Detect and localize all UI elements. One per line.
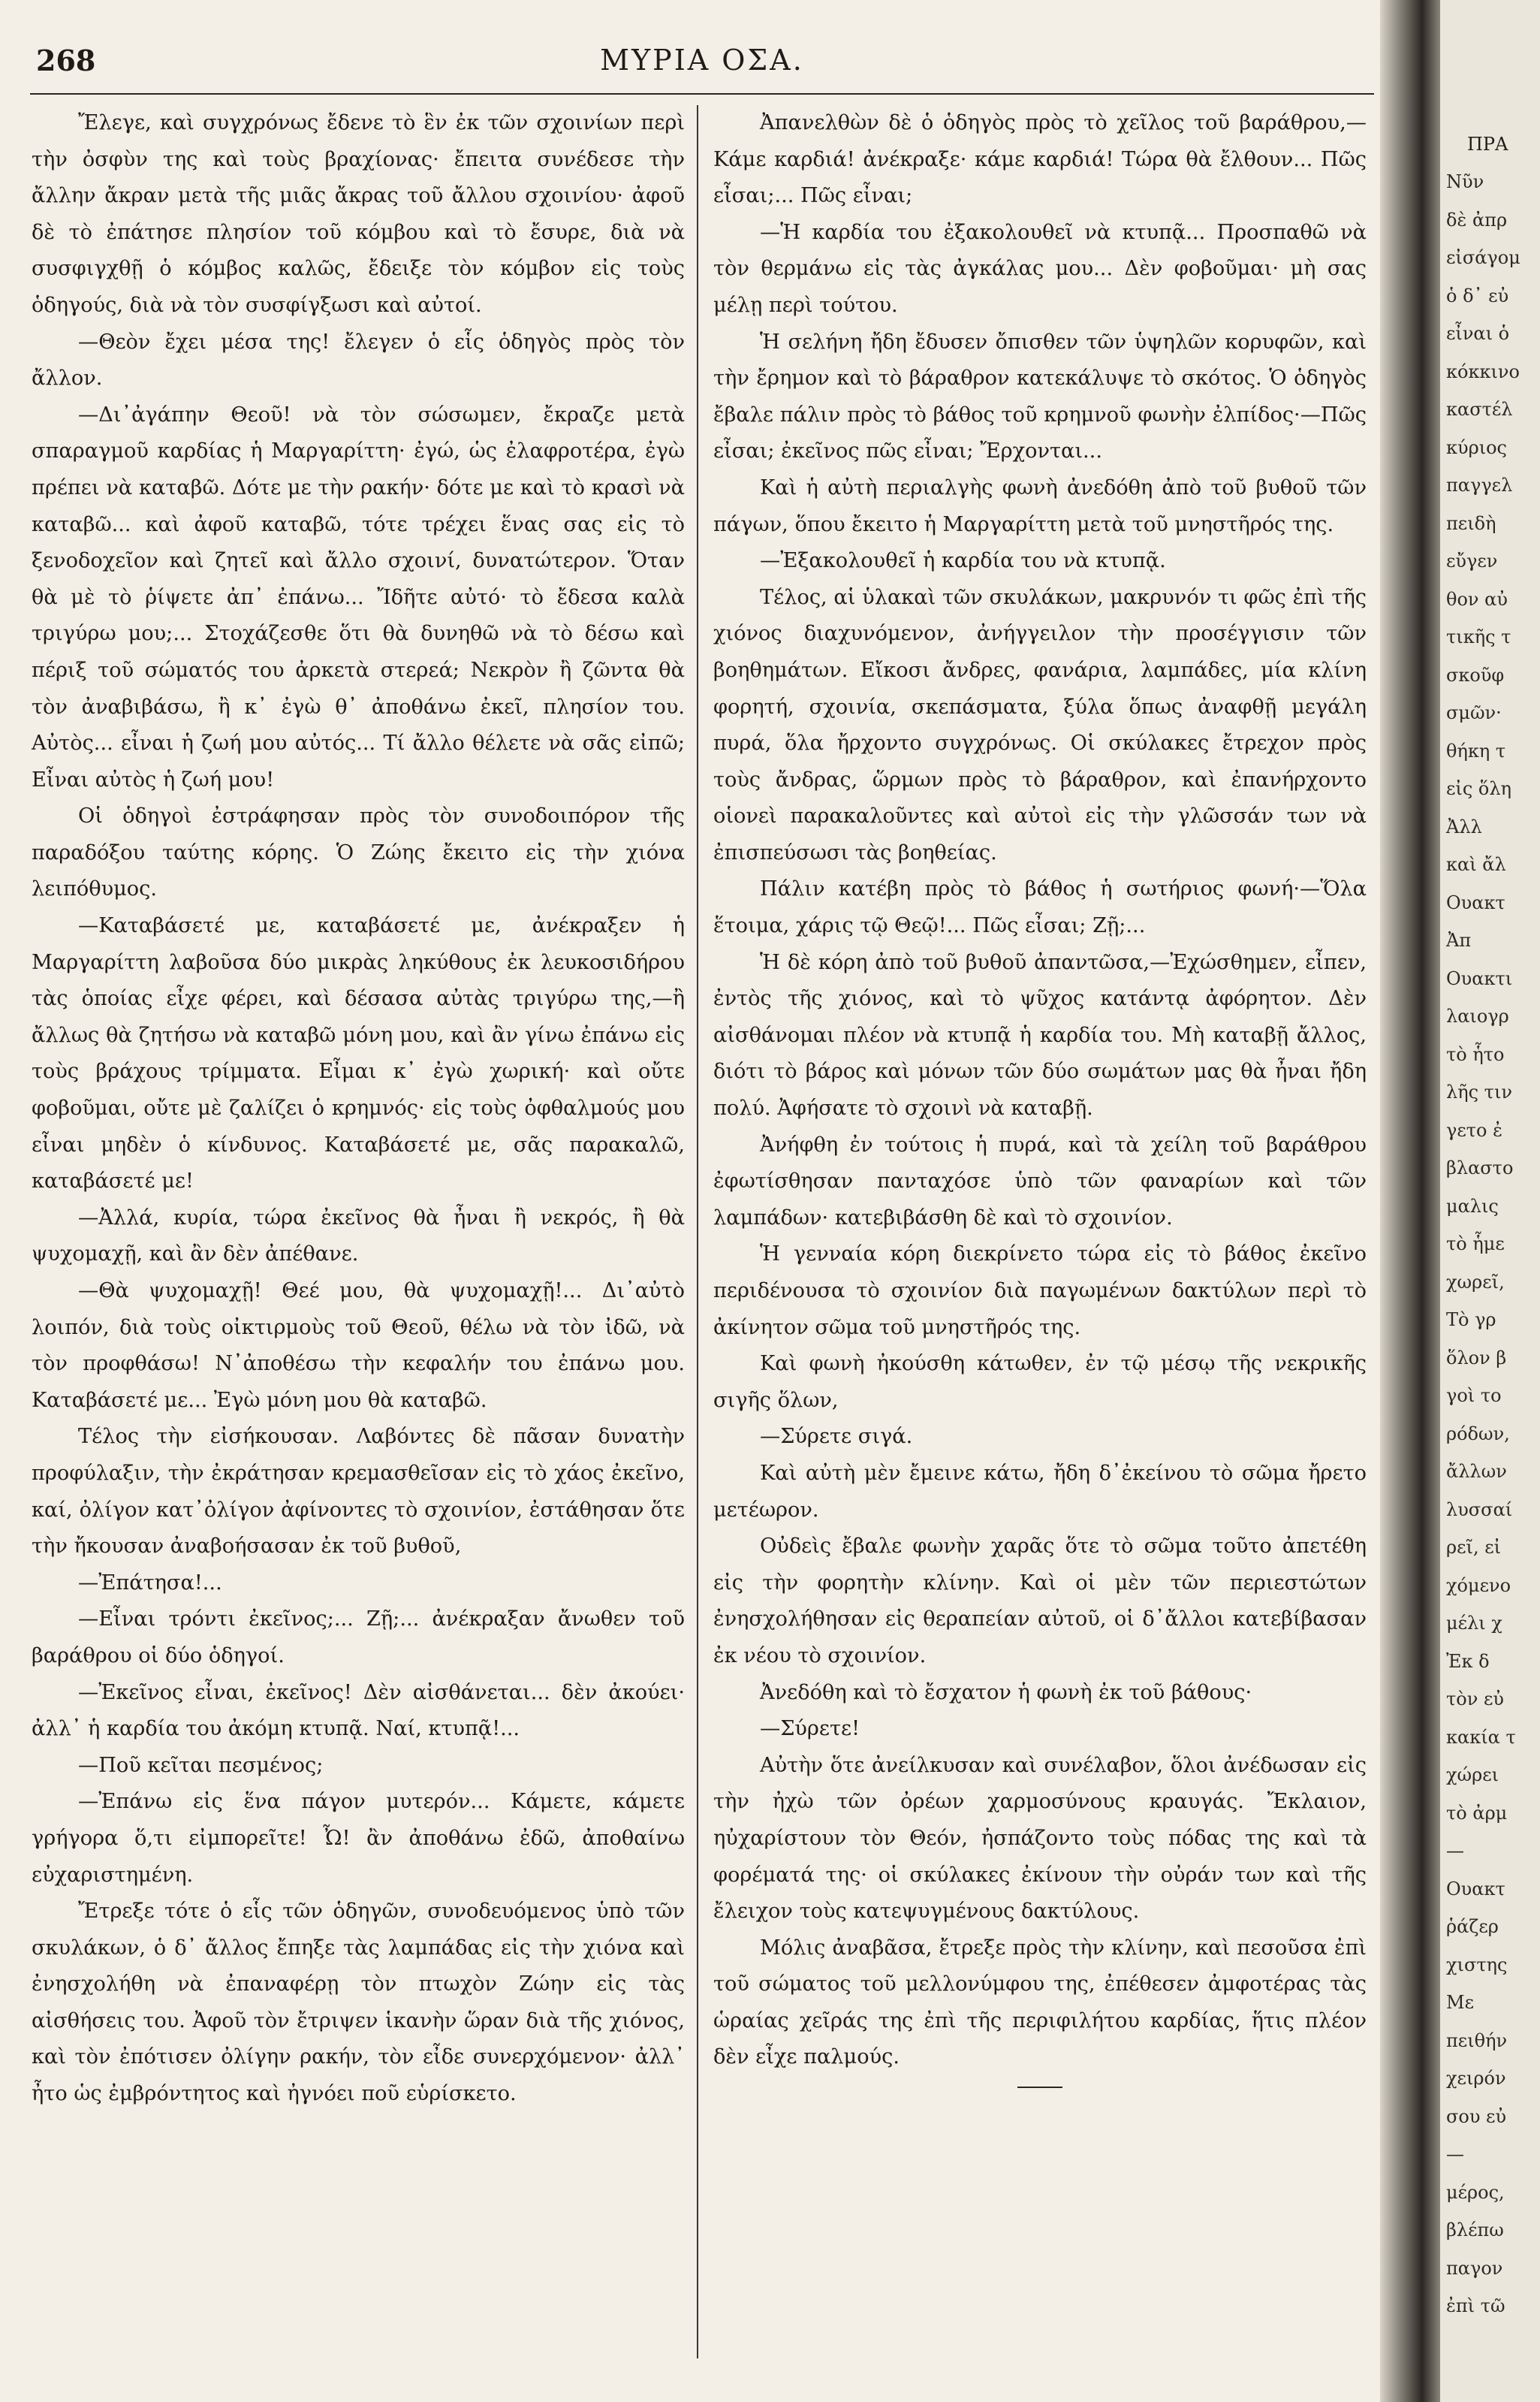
paragraph: —Ἐξακολουθεῖ ἡ καρδία του νὰ κτυπᾷ. xyxy=(760,549,1166,573)
paragraph: —Εἶναι τρόντι ἐκεῖνος;... Ζῇ;... ἀνέκραξαν ἄνωθεν τοῦ βαράθρου οἱ δύο ὁδηγοί. xyxy=(32,1607,685,1667)
adjacent-page-line: πειδὴ xyxy=(1446,512,1496,534)
adjacent-page-line: ρεῖ, εἰ xyxy=(1446,1537,1502,1558)
adjacent-page-line: μέλι χ xyxy=(1446,1613,1502,1634)
paragraph: Καὶ ἡ αὐτὴ περιαλγὴς φωνὴ ἀνεδόθη ἀπὸ τοῦ βυθοῦ τῶν πάγων, ὅπου ἔκειτο ἡ Μαργαρίττη μετὰ τοῦ μνηστῆρός της. xyxy=(713,475,1367,536)
adjacent-page-line: καστέλ xyxy=(1446,399,1513,420)
adjacent-page-line: λῆς τιν xyxy=(1446,1082,1512,1103)
paragraph: —Θὰ ψυχομαχῇ! Θεέ μου, θὰ ψυχομαχῇ!... Δι᾽αὐτὸ λοιπόν, διὰ τοὺς οἰκτιρμοὺς τοῦ Θεοῦ, θέλω νὰ τὸν ἰδῶ, νὰ τὸν προφθάσω! Ν᾽ἀποθέσω τὴν κεφαλήν του ἐπάνω μου. Καταβάσετέ με... Ἐγὼ μόνη μου θὰ καταβῶ. xyxy=(32,1279,685,1412)
adjacent-page-line: τὸ ἧτο xyxy=(1446,1043,1505,1065)
adjacent-page-line: ἐπὶ τῶ xyxy=(1446,2295,1505,2316)
paragraph: —Ἐκεῖνος εἶναι, ἐκεῖνος! Δὲν αἰσθάνεται... δὲν ἀκούει· ἀλλ᾽ ἡ καρδία του ἀκόμη κτυπᾷ. Ναί, κτυπᾷ!... xyxy=(32,1680,685,1741)
adjacent-page-line: εἶναι ὁ xyxy=(1446,323,1510,344)
adjacent-page-line: — xyxy=(1446,1840,1464,1861)
adjacent-page-line: μαλις xyxy=(1446,1195,1499,1217)
adjacent-page-line: λαιογρ xyxy=(1446,1006,1509,1027)
page-header xyxy=(30,39,1374,92)
adjacent-page-line: κόκκινο xyxy=(1446,361,1520,382)
paragraph: —Ἡ καρδία του ἐξακολουθεῖ νὰ κτυπᾷ... Προσπαθῶ νὰ τὸν θερμάνω εἰς τὰς ἀγκάλας μου... Δὲν φοβοῦμαι· μὴ σας μέλῃ περὶ τούτου. xyxy=(713,220,1367,317)
adjacent-page-line: εἰσάγομ xyxy=(1446,247,1520,268)
left-column xyxy=(32,105,685,2113)
adjacent-page-line: μέρος, xyxy=(1446,2181,1505,2203)
adjacent-page-line: θήκη τ xyxy=(1446,740,1506,762)
paragraph: —Θεὸν ἔχει μέσα της! ἔλεγεν ὁ εἷς ὁδηγὸς πρὸς τὸν ἄλλον. xyxy=(32,330,685,391)
header-rule xyxy=(30,93,1374,95)
adjacent-page-line: βλαστο xyxy=(1446,1157,1514,1178)
adjacent-page-line: Ουακτ xyxy=(1446,892,1505,913)
paragraph: —Ποῦ κεῖται πεσμένος; xyxy=(78,1753,324,1777)
adjacent-page-line: τικῆς τ xyxy=(1446,626,1511,647)
adjacent-page-line: Ουακτι xyxy=(1446,967,1513,989)
adjacent-page-line: λυσσαί xyxy=(1446,1498,1513,1520)
paragraph: —Σύρετε! xyxy=(760,1717,860,1741)
end-dash xyxy=(1017,2087,1062,2088)
paragraph: —Ἐπάτησα!... xyxy=(78,1571,222,1595)
page-number: 268 xyxy=(36,44,96,77)
paragraph: —Δι᾽ἀγάπην Θεοῦ! νὰ τὸν σώσωμεν, ἔκραζε μετὰ σπαραγμοῦ καρδίας ἡ Μαργαρίττη· ἐγώ, ὡς ἐλαφροτέρα, ἐγὼ πρέπει νὰ καταβῶ. Δότε με τὴν ρακήν· δότε με καὶ τὸ κρασὶ νὰ καταβῶ... καὶ ἀφοῦ καταβῶ, τότε τρέχει ἕνας σας εἰς τὸ ξενοδοχεῖον καὶ ζητεῖ καὶ ἄλλο σχοινί, δυνατώτερον. Ὅταν θὰ μὲ τὸ ῥίψετε ἀπ᾽ ἐπάνω... Ἴδῆτε αὐτό· τὸ ἔδεσα καλὰ τριγύρω μου;... Στοχάζεσθε ὅτι θὰ δυνηθῶ νὰ τὸ δέσω καὶ πέριξ τοῦ σώματός του ἀρκετὰ στερεά; Νεκρὸν ἢ ζῶντα θὰ τὸν ἀναβιβάσω, ἢ κ᾽ ἐγὼ θ᾽ ἀποθάνω ἐκεῖ, πλησίον του. Αὐτὸς... εἶναι ἡ ζωή μου αὐτός... Τί ἄλλο θέλετε νὰ σᾶς εἰπῶ; Εἶναι αὐτὸς ἡ ζωή μου! xyxy=(32,403,685,792)
adjacent-page-line: ὁ δ᾽ εὐ xyxy=(1446,285,1509,306)
adjacent-page-line: — xyxy=(1446,2144,1464,2165)
adjacent-page-line: χώρει xyxy=(1446,1764,1499,1785)
paragraph: Ἀνήφθη ἐν τούτοις ἡ πυρά, καὶ τὰ χείλη τοῦ βαράθρου ἐφωτίσθησαν πανταχόσε ὑπὸ τῶν φαναρίων καὶ τῶν λαμπάδων· κατεβιβάσθη δὲ καὶ τὸ σχοινίον. xyxy=(713,1133,1367,1230)
adjacent-page-line: δὲ ἀπρ xyxy=(1446,209,1508,231)
adjacent-page-line: τὸ ἧμε xyxy=(1446,1233,1505,1254)
adjacent-page-line: χειρόν xyxy=(1446,2068,1506,2089)
adjacent-page-line: Ἀπ xyxy=(1446,930,1472,951)
adjacent-page-line: κύριος xyxy=(1446,436,1507,458)
paragraph: Ἡ σελήνη ἤδη ἔδυσεν ὄπισθεν τῶν ὑψηλῶν κορυφῶν, καὶ τὴν ἔρημον καὶ τὸ βάραθρον κατεκάλυψε τὸ σκότος. Ὁ ὁδηγὸς ἔβαλε πάλιν πρὸς τὸ βάθος τοῦ κρημνοῦ φωνὴν ἐλπίδος·—Πῶς εἶσαι; ἐκεῖνος πῶς εἶναι; Ἔρχονται... xyxy=(713,330,1367,463)
adjacent-page-line: ἄλλων xyxy=(1446,1461,1507,1482)
adjacent-page-line: τὸ ἀρμ xyxy=(1446,1802,1508,1824)
adjacent-page-title: ΠΡΑ xyxy=(1467,134,1508,155)
adjacent-page-line: Ουακτ xyxy=(1446,1878,1505,1900)
paragraph: —Καταβάσετέ με, καταβάσετέ με, ἀνέκραξεν ἡ Μαργαρίττη λαβοῦσα δύο μικρὰς ληκύθους ἐκ λευκοσιδήρου τὰς ὁποίας εἶχε φέρει, καὶ δέσασα αὐτὰς τριγύρω της,—ἢ ἄλλως θὰ ζητήσω νὰ καταβῶ μόνη μου, καὶ ἂν γίνω ἐπάνω εἰς τοὺς βράχους τρίμματα. Εἶμαι κ᾽ ἐγὼ χωρική· καὶ οὔτε φοβοῦμαι, οὔτε μὲ ζαλίζει ὁ κρημνός· εἰς τοὺς ὀφθαλμούς μου εἶναι μηδὲν ὁ κίνδυνος. Καταβάσετέ με, σᾶς παρακαλῶ, καταβάσετέ με! xyxy=(32,914,685,1193)
paragraph: Οἱ ὁδηγοὶ ἐστράφησαν πρὸς τὸν συνοδοιπόρον τῆς παραδόξου ταύτης κόρης. Ὁ Ζώης ἔκειτο εἰς τὴν χιόνα λειπόθυμος. xyxy=(32,804,685,901)
running-title: ΜΥΡΙΑ ΟΣΑ. xyxy=(600,44,804,77)
column-divider xyxy=(697,105,698,2358)
adjacent-page-line: Ἐκ δ xyxy=(1446,1650,1490,1672)
paragraph: Τέλος, αἱ ὑλακαὶ τῶν σκυλάκων, μακρυνόν τι φῶς ἐπὶ τῆς χιόνος διαχυνόμενον, ἀνήγγειλον τὴν προσέγγισιν τῶν βοηθημάτων. Εἴκοσι ἄνδρες, φανάρια, λαμπάδες, μία κλίνη φορητή, σχοινία, σκεπάσματα, ξύλα ὅπως ἀναφθῇ μεγάλη πυρά, ὅλα ἤρχοντο συγχρόνως. Οἱ σκύλακες ἔτρεχον πρὸς τοὺς ἄνδρας, ὥρμων πρὸς τὸ βάραθρον, καὶ ἐπανήρχοντο οἱονεὶ παρακαλοῦντες καὶ αὐτοὶ εἰς τὴν γλῶσσάν των νὰ ἐπισπεύσωσι τὰς βοηθείας. xyxy=(713,585,1367,865)
paragraph: —Ἐπάνω εἰς ἕνα πάγον μυτερόν... Κάμετε, κάμετε γρήγορα ὅ,τι εἰμπορεῖτε! Ὦ! ἂν ἀποθάνω ἐδῶ, ἀποθαίνω εὐχαριστημένη. xyxy=(32,1790,685,1887)
adjacent-page-line: χωρεῖ, xyxy=(1446,1271,1505,1293)
paragraph: Ἀνεδόθη καὶ τὸ ἔσχατον ἡ φωνὴ ἐκ τοῦ βάθους· xyxy=(760,1680,1252,1704)
paragraph: Οὐδεὶς ἔβαλε φωνὴν χαρᾶς ὅτε τὸ σῶμα τοῦτο ἀπετέθη εἰς τὴν φορητὴν κλίνην. Καὶ οἱ μὲν τῶν περιεστώτων ἐνησχολήθησαν εἰς θεραπείαν αὐτοῦ, οἱ δ᾽ἄλλοι κατεβίβασαν ἐκ νέου τὸ σχοινίον. xyxy=(713,1534,1367,1667)
book-gutter xyxy=(1380,0,1440,2402)
adjacent-page-line: χόμενο xyxy=(1446,1574,1511,1596)
adjacent-page-line: βλέπω xyxy=(1446,2219,1504,2241)
adjacent-page-line: τὸν εὐ xyxy=(1446,1688,1504,1709)
paragraph: —Σύρετε σιγά. xyxy=(760,1425,913,1449)
paragraph: Ἔλεγε, καὶ συγχρόνως ἔδενε τὸ ἓν ἐκ τῶν σχοινίων περὶ τὴν ὀσφὺν της καὶ τοὺς βραχίονας· ἔπειτα συνέδεσε τὴν ἄλλην ἄκραν μετὰ τῆς μιᾶς ἄκρας τοῦ ἄλλου σχοινίου· ἀφοῦ δὲ τὸ ἐπάτησε πλησίον τοῦ κόμβου καὶ τὸ ἔσυρε, διὰ νὰ συσφιγχθῇ ὁ κόμβος καλῶς, ἔδειξε τὸν κόμβον εἰς τοὺς ὁδηγούς, διὰ νὰ τὸν συσφίγξωσι καὶ αὐτοί. xyxy=(32,111,685,317)
adjacent-page-line: Ἀλλ xyxy=(1446,816,1482,837)
paragraph: Καὶ φωνὴ ἠκούσθη κάτωθεν, ἐν τῷ μέσῳ τῆς νεκρικῆς σιγῆς ὅλων, xyxy=(713,1352,1367,1412)
adjacent-page-edge xyxy=(1440,0,1540,2402)
adjacent-page-line: εὔγεν xyxy=(1446,551,1498,572)
paragraph: Τέλος τὴν εἰσήκουσαν. Λαβόντες δὲ πᾶσαν δυνατὴν προφύλαξιν, τὴν ἐκράτησαν κρεμασθεῖσαν εἰς τὸ χάος ἐκεῖνο, καί, ὀλίγον κατ᾽ὀλίγον ἀφίνοντες τὸ σχοινίον, ἐστάθησαν ὅτε τὴν ἤκουσαν ἀναβοήσασαν ἐκ τοῦ βυθοῦ, xyxy=(32,1425,685,1559)
right-column xyxy=(713,105,1367,2088)
paragraph: —Ἀλλά, κυρία, τώρα ἐκεῖνος θὰ ἦναι ἢ νεκρός, ἢ θὰ ψυχομαχῇ, καὶ ἂν δὲν ἀπέθανε. xyxy=(32,1206,685,1266)
paragraph: Ἡ γενναία κόρη διεκρίνετο τώρα εἰς τὸ βάθος ἐκεῖνο περιδένουσα τὸ σχοινίον διὰ παγωμένων δακτύλων περὶ τὸ ἀκίνητον σῶμα τοῦ μνηστῆρός της. xyxy=(713,1242,1367,1339)
adjacent-page-line: εἰς ὅλη xyxy=(1446,778,1511,799)
adjacent-page-line: πειθήν xyxy=(1446,2029,1508,2051)
paragraph: Ἡ δὲ κόρη ἀπὸ τοῦ βυθοῦ ἀπαντῶσα,—Ἐχώσθημεν, εἶπεν, ἐντὸς τῆς χιόνος, καὶ τὸ ψῦχος κατάντᾳ ἀφόρητον. Δὲν αἰσθάνομαι πλέον νὰ κτυπᾷ ἡ καρδία του. Μὴ καταβῇ ἄλλος, διότι τὸ βάρος καὶ μόνων τῶν δύο σωμάτων μας θὰ ἦναι ἤδη πολύ. Ἀφήσατε τὸ σχοινὶ νὰ καταβῇ. xyxy=(713,950,1367,1121)
paragraph: Μόλις ἀναβᾶσα, ἔτρεξε πρὸς τὴν κλίνην, καὶ πεσοῦσα ἐπὶ τοῦ σώματος τοῦ μελλονύμφου της, ἐπέθεσεν ἀμφοτέρας τὰς ὡραίας χεῖράς της ἐπὶ τῆς περιφιλήτου καρδίας, ἥτις πλέον δὲν εἶχε παλμούς. xyxy=(713,1936,1367,2069)
paragraph: Πάλιν κατέβη πρὸς τὸ βάθος ἡ σωτήριος φωνή·—Ὅλα ἕτοιμα, χάρις τῷ Θεῷ!... Πῶς εἶσαι; Ζῇ;... xyxy=(713,877,1367,938)
adjacent-page-line: παγγελ xyxy=(1446,475,1513,496)
adjacent-page-line: θον αὐ xyxy=(1446,588,1508,610)
adjacent-page-line: σμῶν· xyxy=(1446,702,1502,723)
adjacent-page-line: Με xyxy=(1446,1992,1475,2013)
paragraph: Αὐτὴν ὅτε ἀνείλκυσαν καὶ συνέλαβον, ὅλοι ἀνέδωσαν εἰς τὴν ἠχὼ τῶν ὀρέων χαρμοσύνους κραυγάς. Ἔκλαιον, ηὐχαρίστουν τὸν Θεόν, ἠσπάζοντο τοὺς πόδας της καὶ τὰ φορέματά της· οἱ σκύλακες ἐκίνουν τὴν οὐράν των καὶ τῆς ἔλειχον τοὺς κατεψυγμένους δακτύλους. xyxy=(713,1753,1367,1924)
paragraph: Ἔτρεξε τότε ὁ εἷς τῶν ὁδηγῶν, συνοδευόμενος ὑπὸ τῶν σκυλάκων, ὁ δ᾽ ἄλλος ἔπηξε τὰς λαμπάδας εἰς τὴν χιόνα καὶ ἐνησχολήθη νὰ ἐπαναφέρῃ τὸν πτωχὸν Ζώην εἰς τὰς αἰσθήσεις του. Ἀφοῦ τὸν ἔτριψεν ἱκανὴν ὥραν διὰ τῆς χιόνος, καὶ τὸν ἐπότισεν ὀλίγην ρακήν, τὸν εἶδε συνερχόμενον· ἀλλ᾽ ἦτο ὡς ἐμβρόντητος καὶ ἠγνόει ποῦ εὑρίσκετο. xyxy=(32,1900,685,2106)
adjacent-page-line: σου εὐ xyxy=(1446,2105,1507,2127)
adjacent-page-line: γοὶ το xyxy=(1446,1385,1502,1406)
adjacent-page-line: καὶ ἄλ xyxy=(1446,854,1506,875)
adjacent-page-line: κακία τ xyxy=(1446,1726,1516,1748)
adjacent-page-line: ρόδων, xyxy=(1446,1423,1510,1444)
adjacent-page-line: ὅλον β xyxy=(1446,1347,1507,1368)
adjacent-page-line: παγον xyxy=(1446,2257,1503,2279)
adjacent-page-line: ῥάζερ xyxy=(1446,1916,1499,1937)
paragraph: Ἀπανελθὼν δὲ ὁ ὁδηγὸς πρὸς τὸ χεῖλος τοῦ βαράθρου,—Κάμε καρδιά! ἀνέκραξε· κάμε καρδιά! Τώρα θὰ ἔλθουν... Πῶς εἶσαι;... Πῶς εἶναι; xyxy=(713,111,1367,208)
paragraph: Καὶ αὐτὴ μὲν ἔμεινε κάτω, ἤδη δ᾽ἐκείνου τὸ σῶμα ἤρετο μετέωρον. xyxy=(713,1461,1367,1522)
adjacent-page-line: σκοῦφ xyxy=(1446,664,1505,686)
adjacent-page-line: Τὸ γρ xyxy=(1446,1309,1496,1330)
adjacent-page-line: χιστης xyxy=(1446,1954,1508,1975)
adjacent-page-line: Νῦν xyxy=(1446,171,1484,192)
adjacent-page-line: γετο ἐ xyxy=(1446,1119,1503,1141)
